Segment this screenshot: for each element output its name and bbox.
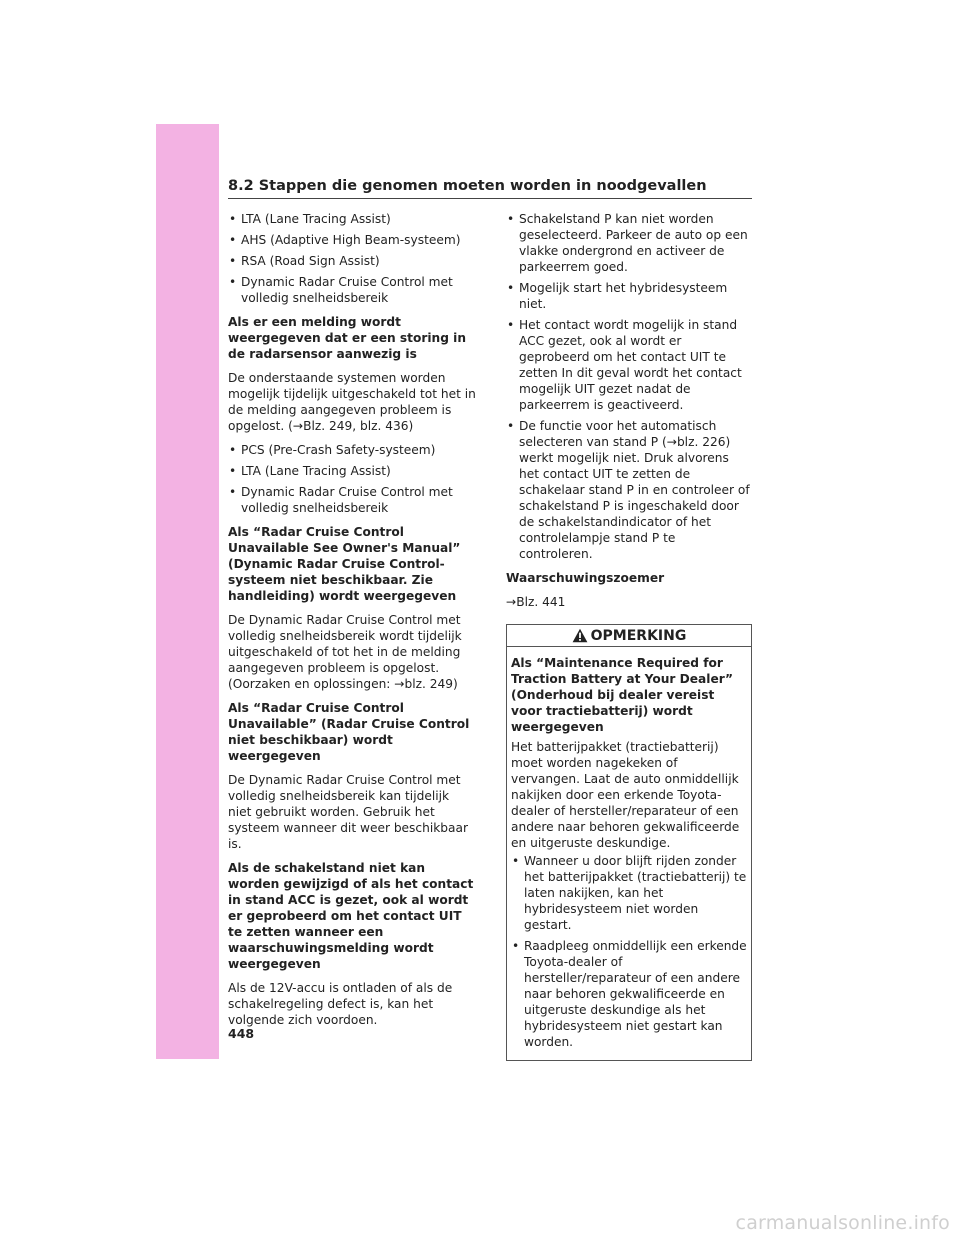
symptom-list [506,211,752,562]
list-item: • Dynamic Radar Cruise Control met volledig snelheidsbereik [228,274,476,306]
warning-triangle-icon [572,628,588,643]
paragraph: De onderstaande systemen worden mogelijk tijdelijk uitgeschakeld tot het in de melding aangegeven probleem is opgelost. (→Blz. 249, blz. 436) [228,371,476,433]
section-divider [228,198,752,199]
notice-title: OPMERKING [590,627,687,644]
subheading-see-owners-manual: Als “Radar Cruise Control Unavailable See Owner's Manual” (Dynamic Radar Cruise Control-systeem niet beschikbaar. Zie handleiding) wordt weergegeven [228,525,461,603]
list-item: • RSA (Road Sign Assist) [228,253,476,269]
subheading-shift-position: Als de schakelstand niet kan worden gewijzigd of als het contact in stand ACC is gezet, ook al wordt er geprobeerd om het contact UIT te zetten wanneer een waarschuwingsmelding wordt weergegeven [228,861,474,971]
notice-body [507,647,751,1060]
notice-header [507,625,751,647]
left-column [228,211,476,1036]
list-item: • LTA (Lane Tracing Assist) [228,211,476,227]
list-item: • Mogelijk start het hybridesysteem niet. [506,280,752,312]
subheading-radar-sensor: Als er een melding wordt weergegeven dat er een storing in de radarsensor aanwezig is [228,315,467,361]
right-column [506,211,752,1061]
notice-list [511,853,747,1050]
list-item: • Wanneer u door blijft rijden zonder het batterijpakket (tractiebatterij) te laten nakijken, kan het hybridesysteem niet worden gestart. [511,853,747,933]
system-list-1 [228,211,476,306]
subheading-cruise-unavailable: Als “Radar Cruise Control Unavailable” (Radar Cruise Control niet beschikbaar) wordt weergegeven [228,701,470,763]
system-list-2 [228,442,476,516]
list-item: • Raadpleeg onmiddellijk een erkende Toyota-dealer of hersteller/reparateur of een andere naar behoren gekwalificeerde en uitgeruste deskundige als het hybridesysteem niet gestart kan worden. [511,938,747,1050]
list-item: • Het contact wordt mogelijk in stand ACC gezet, ook al wordt er geprobeerd om het contact UIT te zetten In dit geval wordt het contact mogelijk UIT gezet nadat de parkeerrem is geactiveerd. [506,317,752,413]
list-item: • PCS (Pre-Crash Safety-systeem) [228,442,476,458]
section-title: 8.2 Stappen die genomen moeten worden in noodgevallen [228,178,707,194]
page-number: 448 [228,1026,255,1041]
page-reference: →Blz. 441 [506,595,566,609]
paragraph: Als de 12V-accu is ontladen of als de schakelregeling defect is, kan het volgende zich voordoen. [228,981,453,1027]
list-item: • Schakelstand P kan niet worden geselecteerd. Parkeer de auto op een vlakke ondergrond en activeer de parkeerrem goed. [506,211,752,275]
list-item: • AHS (Adaptive High Beam-systeem) [228,232,476,248]
notice-paragraph: Het batterijpakket (tractiebatterij) moet worden nagekeken of vervangen. Laat de auto onmiddellijk nakijken door een erkende Toyota-dealer of hersteller/reparateur of een andere naar behoren gekwalificeerde en uitgeruste deskundige. [511,740,740,850]
list-item: • LTA (Lane Tracing Assist) [228,463,476,479]
list-item: • De functie voor het automatisch selecteren van stand P (→blz. 226) werkt mogelijk niet. Druk alvorens het contact UIT te zetten de schakelaar stand P in en controleer of schakelstand P is ingeschakeld door de schakelstandindicator of het controlelampje stand P te controleren. [506,418,752,562]
notice-box [506,624,752,1061]
subheading-warning-buzzer: Waarschuwingszoemer [506,571,665,585]
paragraph: De Dynamic Radar Cruise Control met volledig snelheidsbereik wordt tijdelijk uitgeschakeld of tot het in de melding aangegeven probleem is opgelost. (Oorzaken en oplossingen: →blz. 249) [228,613,462,691]
paragraph: De Dynamic Radar Cruise Control met volledig snelheidsbereik kan tijdelijk niet gebruikt worden. Gebruik het systeem wanneer dit weer beschikbaar is. [228,773,468,851]
watermark: carmanualsonline.info [735,1212,950,1234]
chapter-side-tab [156,124,219,1059]
notice-heading: Als “Maintenance Required for Traction Battery at Your Dealer” (Onderhoud bij dealer vereist voor tractiebatterij) wordt weergegeven [511,656,733,734]
list-item: • Dynamic Radar Cruise Control met volledig snelheidsbereik [228,484,476,516]
